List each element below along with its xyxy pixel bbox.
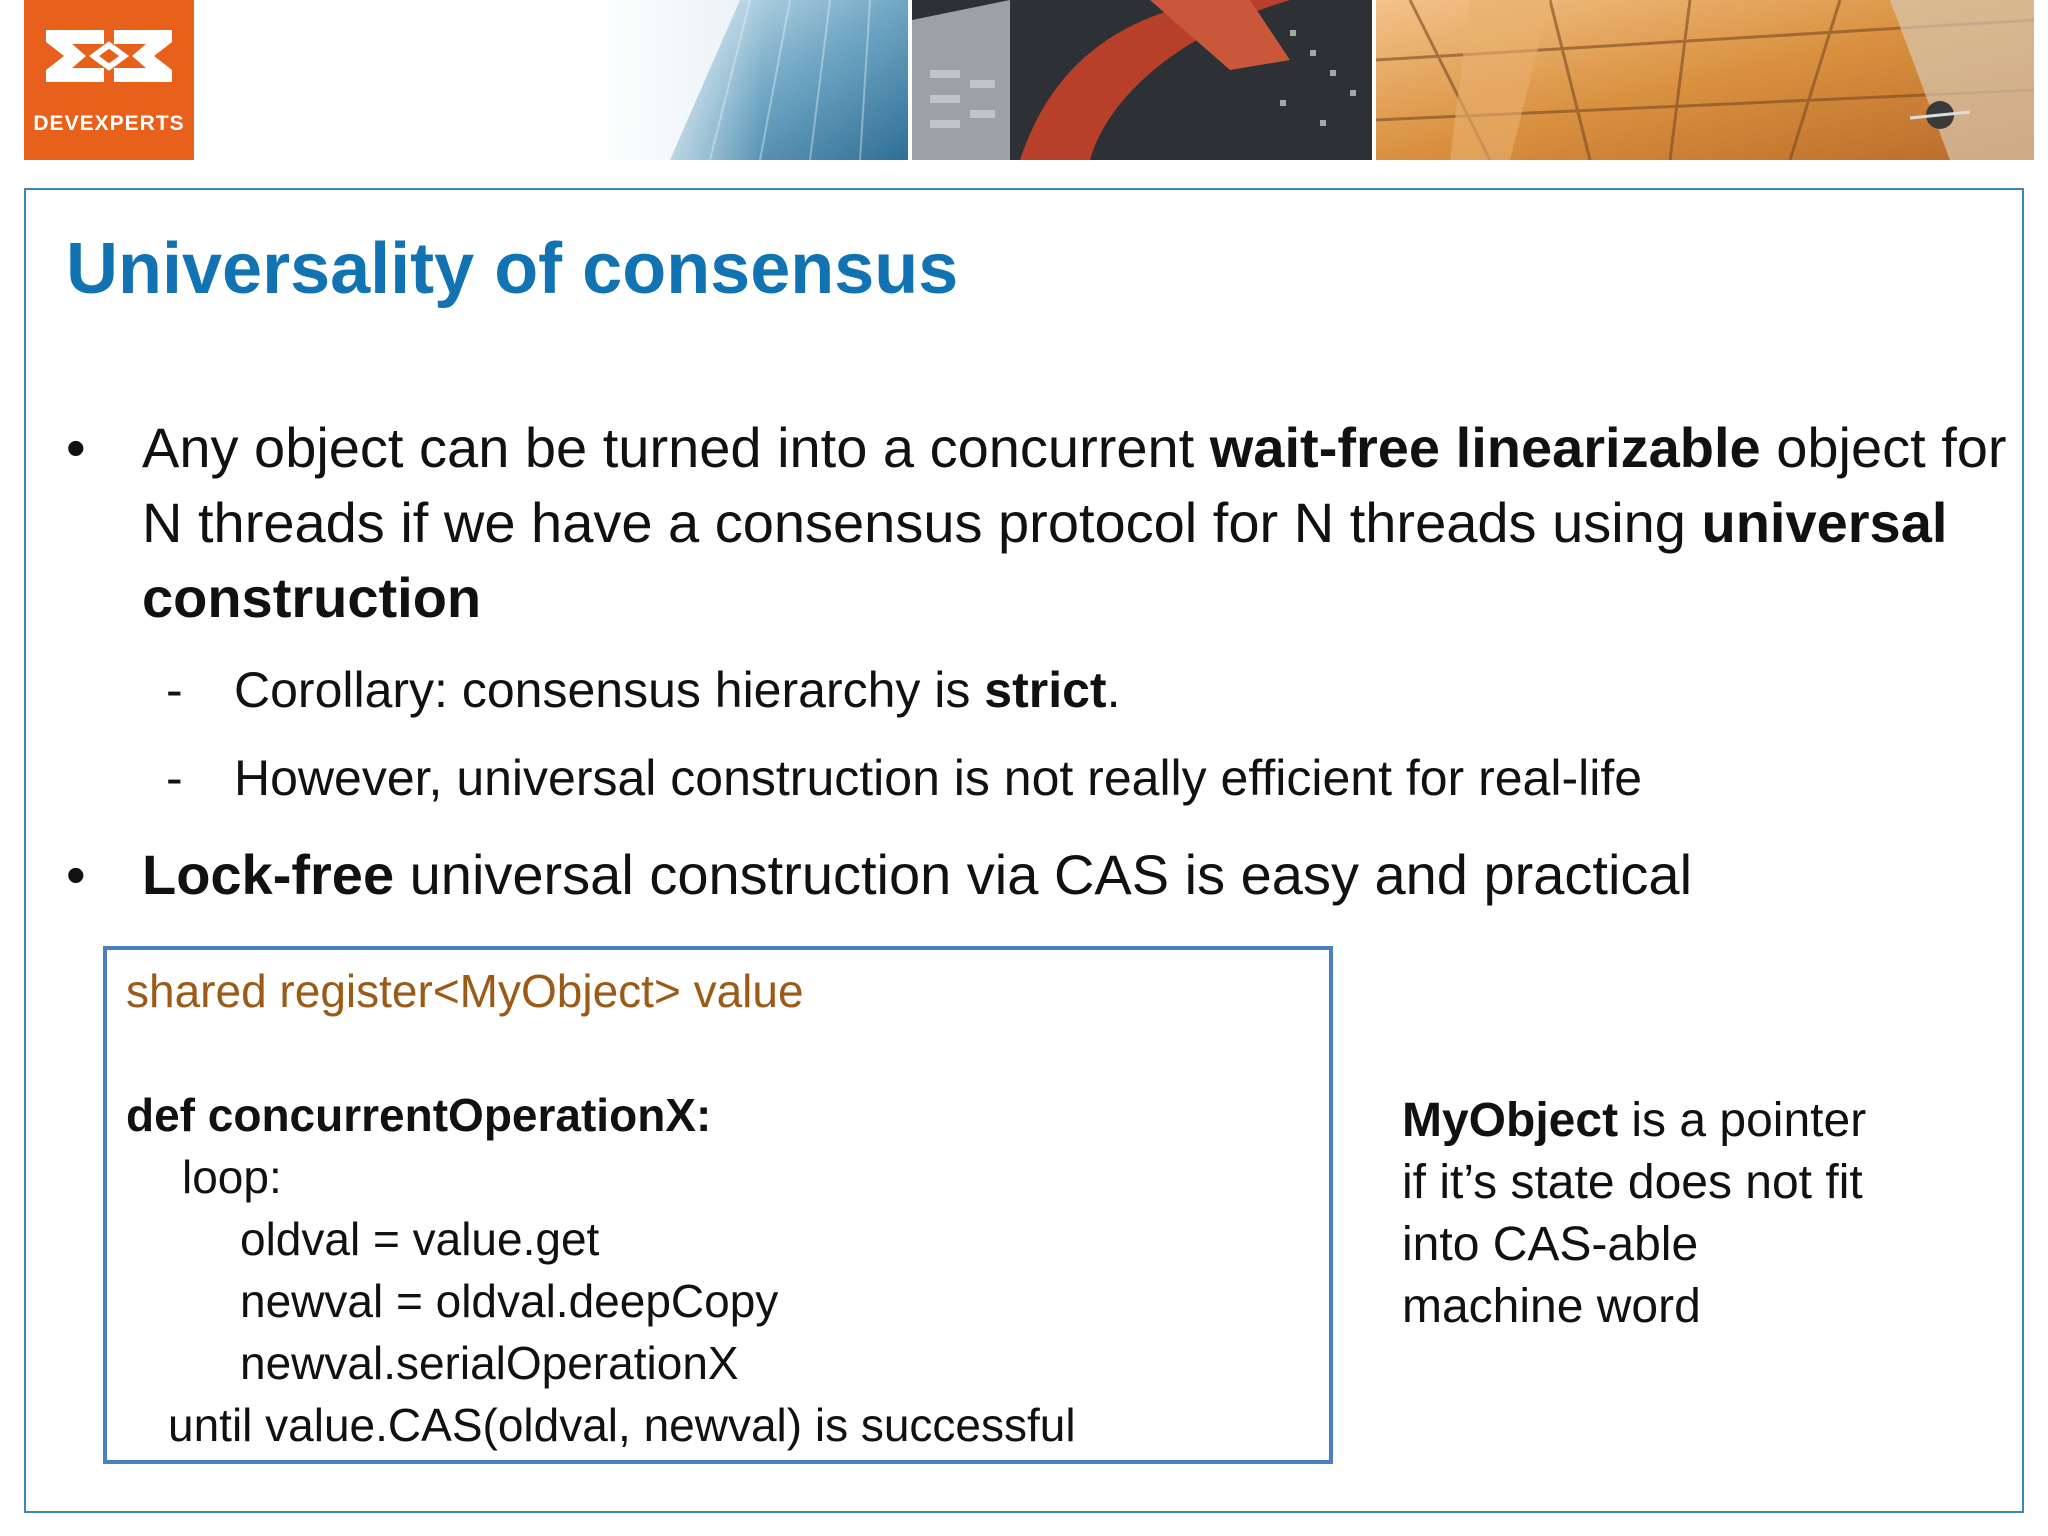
subbullet-text <box>234 660 1120 720</box>
bullet-mark: • <box>66 416 86 479</box>
code-line-oldval: oldval = value.get <box>240 1213 600 1265</box>
subbullet-mark: - <box>166 662 183 718</box>
side-note-line <box>1402 1090 1982 1152</box>
bullet-text-part: Any object can be turned into a concurrent <box>142 416 1210 479</box>
subbullet-text: However, universal construction is not really efficient for real-life <box>234 750 1643 806</box>
side-note-line: if it’s state does not fit <box>1402 1156 1863 1209</box>
logo-text: DEVEXPERTS <box>33 112 185 135</box>
code-line-serial-op: newval.serialOperationX <box>240 1337 739 1389</box>
bullet-text-part: object for N threads if we have a consensus protocol for N threads using <box>142 416 2007 554</box>
slide-title: Universality of consensus <box>66 229 959 309</box>
bullet-mark: • <box>66 843 86 906</box>
code-line-shared-register: shared register<MyObject> value <box>126 965 804 1017</box>
devexperts-logo-mark-icon <box>24 0 194 110</box>
side-note-line: machine word <box>1402 1280 1701 1333</box>
bullet-text <box>142 837 2042 912</box>
devexperts-logo <box>24 0 194 160</box>
bullet-text <box>142 410 2042 635</box>
code-line-until: until value.CAS(oldval, newval) is successful <box>168 1399 1076 1451</box>
bullet-text-part: universal construction via CAS is easy and practical <box>394 843 1693 906</box>
code-line-loop: loop: <box>182 1151 282 1203</box>
header-banner-image <box>590 0 2034 160</box>
side-note-line: into CAS-able <box>1402 1218 1699 1271</box>
side-note-bold-myobject: MyObject <box>1402 1094 1619 1147</box>
bullet-bold-lock-free: Lock-free <box>142 843 395 906</box>
subbullet-mark: - <box>166 750 183 806</box>
bullet-bold-wait-free: wait-free linearizable <box>1209 416 1761 479</box>
side-note <box>1402 1090 1982 1338</box>
subbullet-text-part: Corollary: consensus hierarchy is <box>234 662 985 718</box>
code-line-def: def concurrentOperationX: <box>126 1089 712 1141</box>
subbullet-text-part: . <box>1106 662 1121 718</box>
subbullet-bold-strict: strict <box>984 662 1107 718</box>
bullet-bold-universal-construction: universal construction <box>142 491 1948 629</box>
code-line-newval: newval = oldval.deepCopy <box>240 1275 779 1327</box>
side-note-text: is a pointer <box>1618 1094 1867 1147</box>
